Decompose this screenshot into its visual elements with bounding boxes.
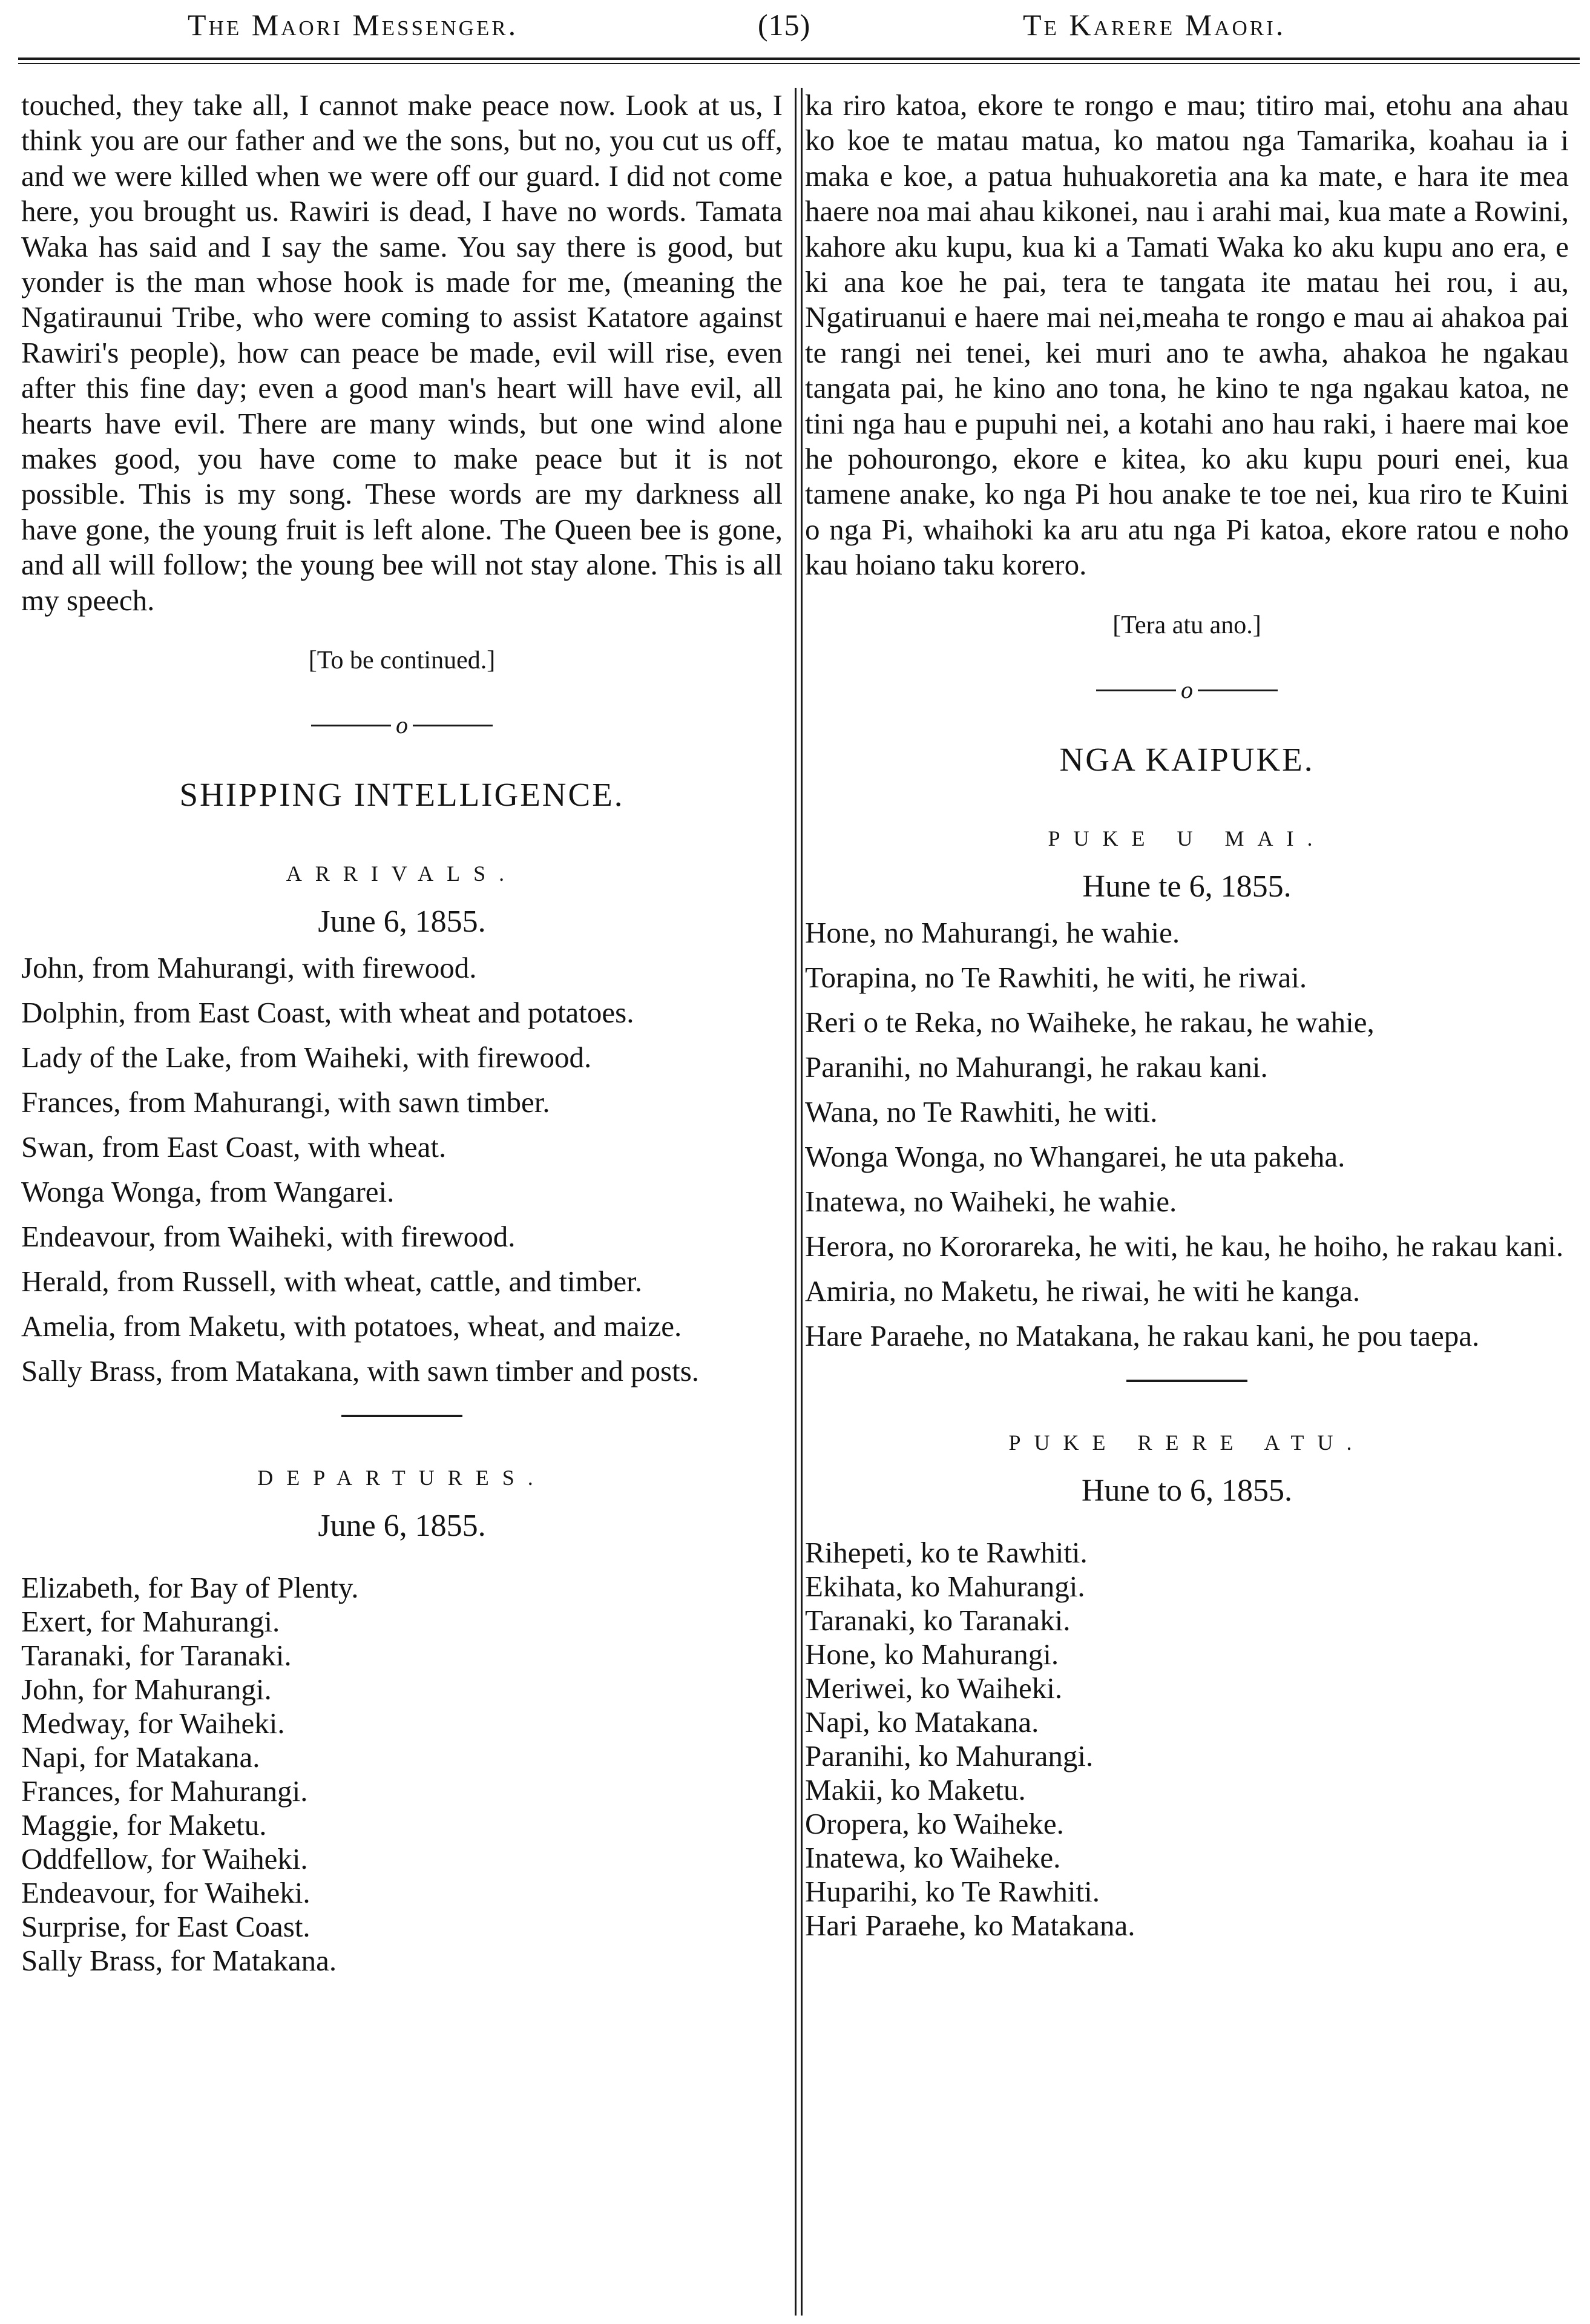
- list-item: Herora, no Kororareka, he witi, he kau, he hoiho, he rakau kani.: [805, 1229, 1564, 1263]
- departures-date: June 6, 1855.: [318, 1509, 486, 1544]
- list-item: Hone, no Mahurangi, he wahie.: [805, 915, 1180, 949]
- list-item: Reri o te Reka, no Waiheke, he rakau, he wahie,: [805, 1005, 1375, 1039]
- list-item: Sally Brass, from Matakana, with sawn timber and posts.: [21, 1354, 700, 1388]
- list-item: Oddfellow, for Waiheki.: [21, 1842, 308, 1876]
- list-item: Exert, for Mahurangi.: [21, 1605, 280, 1639]
- list-item: Wana, no Te Rawhiti, he witi.: [805, 1095, 1158, 1128]
- departures-heading: DEPARTURES.: [257, 1466, 547, 1490]
- arrivals-list: [21, 951, 783, 1388]
- list-item: Elizabeth, for Bay of Plenty.: [21, 1571, 359, 1605]
- list-item: Amelia, from Maketu, with potatoes, wheat, and maize.: [21, 1309, 682, 1343]
- section-divider: [805, 676, 1569, 703]
- list-item: Lady of the Lake, from Waiheki, with firewood.: [21, 1041, 592, 1075]
- speech-paragraph: touched, they take all, I cannot make peace now. Look at us, I think you are our father and we the sons, but no, you cut us off, and we were killed when we were off our guard. I did not come here, you brought us. Rawiri is dead, I have no words. Tamata Waka has said and I say the same. You say there is good, but yonder is the man whose hook is made for me, (meaning the Ngatiraunui Tribe, who were coming to assist Katatore against Rawiri's people), how can peace be made, evil will rise, even after this fine day; even a good man's heart will have evil, all hearts have evil. There are many winds, but one wind alone makes good, you have come to make peace but it is not possible. This is my song. These words are my darkness all have gone, the young fruit is left alone. The Queen bee is gone, and all will follow; the young bee will not stay alone. This is all my speech.: [21, 88, 783, 617]
- list-item: Paranihi, no Mahurangi, he rakau kani.: [805, 1050, 1268, 1084]
- list-item: Napi, ko Matakana.: [805, 1705, 1039, 1739]
- arrivals-heading: ARRIVALS.: [286, 861, 518, 886]
- section-title: NGA KAIPUKE.: [1059, 740, 1315, 778]
- list-item: Torapina, no Te Rawhiti, he witi, he riwai.: [805, 960, 1307, 994]
- short-rule: [1126, 1380, 1247, 1382]
- arrivals-date: Hune te 6, 1855.: [1082, 869, 1292, 904]
- speech-text-maori: [805, 88, 1569, 583]
- short-rule: [341, 1415, 462, 1417]
- list-item: Napi, for Matakana.: [21, 1740, 260, 1774]
- list-item: Inatewa, ko Waiheke.: [805, 1840, 1061, 1874]
- list-item: Inatewa, no Waiheki, he wahie.: [805, 1184, 1177, 1218]
- speech-text-english: [21, 88, 783, 618]
- list-item: Huparihi, ko Te Rawhiti.: [805, 1874, 1100, 1908]
- list-item: Meriwei, ko Waiheki.: [805, 1671, 1063, 1705]
- masthead-english: The Maori Messenger.: [188, 8, 519, 42]
- list-item: Swan, from East Coast, with wheat.: [21, 1130, 447, 1164]
- list-item: Amiria, no Maketu, he riwai, he witi he kanga.: [805, 1274, 1361, 1308]
- divider-ornament: o: [1176, 681, 1198, 699]
- list-item: John, for Mahurangi.: [21, 1673, 272, 1707]
- list-item: Wonga Wonga, no Whangarei, he uta pakeha.: [805, 1139, 1345, 1173]
- departures-heading: PUKE RERE ATU.: [1008, 1430, 1365, 1455]
- list-item: Dolphin, from East Coast, with wheat and potatoes.: [21, 996, 634, 1030]
- list-item: Wonga Wonga, from Wangarei.: [21, 1175, 395, 1209]
- list-item: Rihepeti, ko te Rawhiti.: [805, 1535, 1088, 1569]
- list-item: Paranihi, ko Mahurangi.: [805, 1739, 1094, 1773]
- list-item: Oropera, ko Waiheke.: [805, 1806, 1064, 1840]
- list-item: Endeavour, from Waiheki, with firewood.: [21, 1220, 516, 1254]
- header-rule-thick: [18, 58, 1580, 60]
- departures-date: Hune to 6, 1855.: [1081, 1473, 1293, 1508]
- header-rule-thin: [18, 63, 1580, 64]
- list-item: Herald, from Russell, with wheat, cattle, and timber.: [21, 1265, 643, 1299]
- list-item: Makii, ko Maketu.: [805, 1773, 1026, 1806]
- list-item: Hare Paraehe, no Matakana, he rakau kani, he pou taepa.: [805, 1318, 1480, 1352]
- list-item: Hone, ko Mahurangi.: [805, 1637, 1059, 1671]
- list-item: Ekihata, ko Mahurangi.: [805, 1569, 1085, 1603]
- list-item: Taranaki, ko Taranaki.: [805, 1603, 1071, 1637]
- maori-column: [805, 88, 1569, 2322]
- list-item: Taranaki, for Taranaki.: [21, 1639, 292, 1673]
- masthead-maori: Te Karere Maori.: [1023, 8, 1286, 42]
- list-item: Endeavour, for Waiheki.: [21, 1876, 310, 1910]
- list-item: Maggie, for Maketu.: [21, 1808, 267, 1842]
- column-rule: [795, 88, 797, 2316]
- departures-list: [805, 1536, 1569, 1943]
- list-item: Frances, from Mahurangi, with sawn timber.: [21, 1085, 550, 1119]
- page-number: (15): [758, 8, 811, 42]
- departures-list: [21, 1571, 783, 1978]
- speech-paragraph: ka riro katoa, ekore te rongo e mau; titiro mai, etohu ana ahau ko koe te matau matua, ko matou nga Tamarika, koahau ia i maka e koe, a patua huhuakoretia ana ka mate, e hara ite mea haere noa mai ahau kikonei, nau i arahi mai, kua mate a Rowini, kahore aku kupu, kua ki a Tamati Waka ko aku kupu ano era, e ki ana koe he pai, tera te tangata ite matau hei rou, i au, Ngatiruanui e haere mai nei,meaha te rongo e mau ai ahakoa pai te rangi nei tenei, kei muri ano te awha, ahakoa he ngakau tangata pai, he kino ano tona, he kino te nga ngakau katoa, ne tini nga hau e pupuhi nei, a kotahi ano hau raki, i haere mai koe he pohourongo, ekore e kitea, ko aku kupu pouri enei, kua tamene anake, ko nga Pi hou anake te toe nei, kua riro te Kuini o nga Pi, whaihoki ka aru atu nga Pi katoa, ekore ratou e noho kau hoiano taku korero.: [805, 88, 1569, 582]
- arrivals-heading: PUKE U MAI.: [1048, 826, 1326, 851]
- column-rule: [801, 88, 803, 2316]
- list-item: Sally Brass, for Matakana.: [21, 1944, 337, 1978]
- continued-note: [To be continued.]: [308, 647, 496, 675]
- list-item: John, from Mahurangi, with firewood.: [21, 951, 477, 985]
- arrivals-list: [805, 916, 1569, 1353]
- list-item: Medway, for Waiheki.: [21, 1707, 285, 1740]
- arrivals-date: June 6, 1855.: [318, 904, 486, 940]
- list-item: Frances, for Mahurangi.: [21, 1774, 308, 1808]
- section-divider: [21, 711, 783, 739]
- list-item: Hari Paraehe, ko Matakana.: [805, 1908, 1135, 1942]
- continued-note: [Tera atu ano.]: [1112, 611, 1261, 639]
- section-title: SHIPPING INTELLIGENCE.: [179, 776, 625, 814]
- english-column: [21, 88, 783, 2322]
- divider-ornament: o: [391, 716, 413, 734]
- list-item: Surprise, for East Coast.: [21, 1910, 310, 1944]
